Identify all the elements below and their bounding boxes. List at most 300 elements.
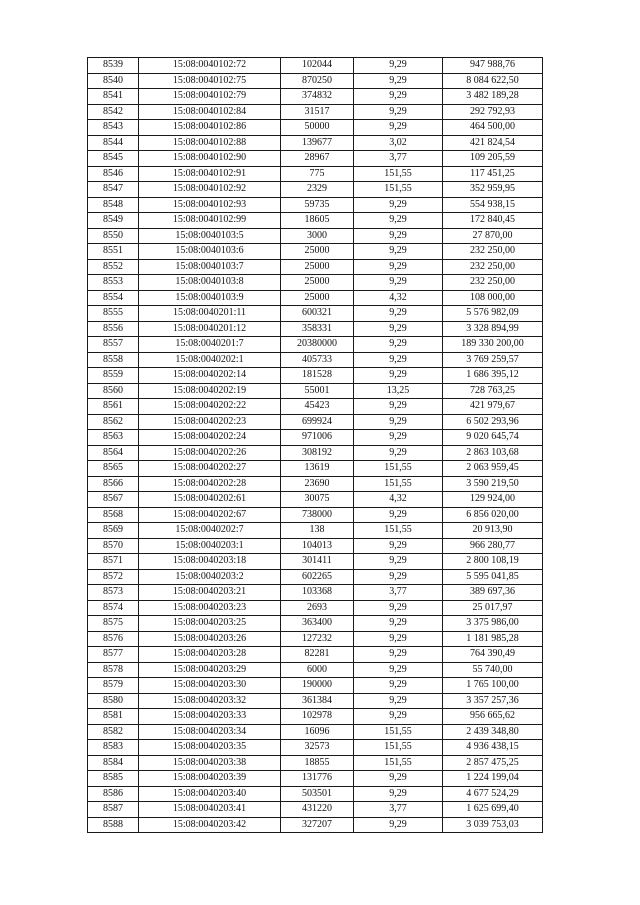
row-number-cell: 8547	[88, 182, 139, 198]
cadastral-number-cell: 15:08:0040103:7	[139, 259, 281, 275]
area-cell: 2329	[281, 182, 354, 198]
rate-cell: 151,55	[354, 724, 443, 740]
table-row	[88, 569, 543, 585]
cadastral-number-cell: 15:08:0040102:90	[139, 151, 281, 167]
cadastral-number-cell: 15:08:0040202:61	[139, 492, 281, 508]
cadastral-number-cell: 15:08:0040203:18	[139, 554, 281, 570]
cadastral-value-cell: 9 020 645,74	[443, 430, 543, 446]
table-row	[88, 275, 543, 291]
area-cell: 971006	[281, 430, 354, 446]
table-row	[88, 445, 543, 461]
row-number-cell: 8572	[88, 569, 139, 585]
cadastral-number-cell: 15:08:0040202:22	[139, 399, 281, 415]
cadastral-value-cell: 464 500,00	[443, 120, 543, 136]
table-row	[88, 817, 543, 833]
row-number-cell: 8549	[88, 213, 139, 229]
table-row	[88, 151, 543, 167]
cadastral-value-cell: 3 482 189,28	[443, 89, 543, 105]
area-cell: 13619	[281, 461, 354, 477]
row-number-cell: 8563	[88, 430, 139, 446]
cadastral-value-cell: 1 224 199,04	[443, 771, 543, 787]
rate-cell: 4,32	[354, 492, 443, 508]
cadastral-value-cell: 2 800 108,19	[443, 554, 543, 570]
cadastral-number-cell: 15:08:0040203:34	[139, 724, 281, 740]
cadastral-value-cell: 3 328 894,99	[443, 321, 543, 337]
row-number-cell: 8578	[88, 662, 139, 678]
rate-cell: 9,29	[354, 89, 443, 105]
area-cell: 131776	[281, 771, 354, 787]
cadastral-number-cell: 15:08:0040202:27	[139, 461, 281, 477]
cadastral-value-cell: 1 625 699,40	[443, 802, 543, 818]
table-row	[88, 197, 543, 213]
cadastral-value-cell: 2 857 475,25	[443, 755, 543, 771]
cadastral-number-cell: 15:08:0040203:38	[139, 755, 281, 771]
table-row	[88, 430, 543, 446]
rate-cell: 9,29	[354, 58, 443, 74]
cadastral-number-cell: 15:08:0040202:28	[139, 476, 281, 492]
cadastral-value-cell: 4 936 438,15	[443, 740, 543, 756]
cadastral-number-cell: 15:08:0040102:75	[139, 73, 281, 89]
rate-cell: 9,29	[354, 197, 443, 213]
cadastral-number-cell: 15:08:0040202:7	[139, 523, 281, 539]
row-number-cell: 8579	[88, 678, 139, 694]
area-cell: 59735	[281, 197, 354, 213]
cadastral-number-cell: 15:08:0040202:1	[139, 352, 281, 368]
table-row	[88, 259, 543, 275]
cadastral-number-cell: 15:08:0040203:33	[139, 709, 281, 725]
row-number-cell: 8550	[88, 228, 139, 244]
cadastral-number-cell: 15:08:0040202:23	[139, 414, 281, 430]
area-cell: 139677	[281, 135, 354, 151]
rate-cell: 3,77	[354, 151, 443, 167]
table-row	[88, 709, 543, 725]
cadastral-value-cell: 421 824,54	[443, 135, 543, 151]
cadastral-value-cell: 8 084 622,50	[443, 73, 543, 89]
area-cell: 2693	[281, 600, 354, 616]
area-cell: 104013	[281, 538, 354, 554]
area-cell: 870250	[281, 73, 354, 89]
row-number-cell: 8571	[88, 554, 139, 570]
cadastral-number-cell: 15:08:0040102:79	[139, 89, 281, 105]
row-number-cell: 8552	[88, 259, 139, 275]
cadastral-value-cell: 55 740,00	[443, 662, 543, 678]
area-cell: 82281	[281, 647, 354, 663]
row-number-cell: 8545	[88, 151, 139, 167]
cadastral-value-cell: 728 763,25	[443, 383, 543, 399]
rate-cell: 9,29	[354, 569, 443, 585]
cadastral-number-cell: 15:08:0040203:23	[139, 600, 281, 616]
area-cell: 503501	[281, 786, 354, 802]
row-number-cell: 8588	[88, 817, 139, 833]
cadastral-value-cell: 3 769 259,57	[443, 352, 543, 368]
cadastral-value-cell: 6 502 293,96	[443, 414, 543, 430]
table-row	[88, 352, 543, 368]
area-cell: 775	[281, 166, 354, 182]
rate-cell: 4,32	[354, 290, 443, 306]
rate-cell: 9,29	[354, 600, 443, 616]
rate-cell: 9,29	[354, 616, 443, 632]
rate-cell: 151,55	[354, 166, 443, 182]
area-cell: 23690	[281, 476, 354, 492]
area-cell: 301411	[281, 554, 354, 570]
row-number-cell: 8543	[88, 120, 139, 136]
area-cell: 20380000	[281, 337, 354, 353]
area-cell: 28967	[281, 151, 354, 167]
cadastral-number-cell: 15:08:0040102:72	[139, 58, 281, 74]
cadastral-value-cell: 1 765 100,00	[443, 678, 543, 694]
cadastral-number-cell: 15:08:0040203:42	[139, 817, 281, 833]
area-cell: 18855	[281, 755, 354, 771]
cadastral-value-cell: 25 017,97	[443, 600, 543, 616]
cadastral-number-cell: 15:08:0040203:29	[139, 662, 281, 678]
area-cell: 30075	[281, 492, 354, 508]
area-cell: 3000	[281, 228, 354, 244]
row-number-cell: 8558	[88, 352, 139, 368]
row-number-cell: 8544	[88, 135, 139, 151]
rate-cell: 9,29	[354, 399, 443, 415]
cadastral-value-cell: 1 181 985,28	[443, 631, 543, 647]
cadastral-number-cell: 15:08:0040202:14	[139, 368, 281, 384]
area-cell: 45423	[281, 399, 354, 415]
area-cell: 18605	[281, 213, 354, 229]
table-row	[88, 631, 543, 647]
table-row	[88, 585, 543, 601]
cadastral-value-cell: 2 863 103,68	[443, 445, 543, 461]
table-body	[88, 58, 543, 833]
table-row	[88, 368, 543, 384]
table-row	[88, 600, 543, 616]
cadastral-number-cell: 15:08:0040202:67	[139, 507, 281, 523]
rate-cell: 9,29	[354, 228, 443, 244]
rate-cell: 9,29	[354, 647, 443, 663]
table-row	[88, 523, 543, 539]
rate-cell: 9,29	[354, 259, 443, 275]
cadastral-number-cell: 15:08:0040203:28	[139, 647, 281, 663]
rate-cell: 9,29	[354, 430, 443, 446]
area-cell: 138	[281, 523, 354, 539]
cadastral-number-cell: 15:08:0040201:7	[139, 337, 281, 353]
table-row	[88, 647, 543, 663]
cadastral-number-cell: 15:08:0040203:1	[139, 538, 281, 554]
area-cell: 50000	[281, 120, 354, 136]
area-cell: 31517	[281, 104, 354, 120]
cadastral-value-cell: 232 250,00	[443, 275, 543, 291]
table-row	[88, 786, 543, 802]
cadastral-number-cell: 15:08:0040203:21	[139, 585, 281, 601]
area-cell: 431220	[281, 802, 354, 818]
table-row	[88, 492, 543, 508]
rate-cell: 9,29	[354, 73, 443, 89]
area-cell: 102978	[281, 709, 354, 725]
row-number-cell: 8568	[88, 507, 139, 523]
row-number-cell: 8555	[88, 306, 139, 322]
cadastral-number-cell: 15:08:0040202:26	[139, 445, 281, 461]
area-cell: 102044	[281, 58, 354, 74]
row-number-cell: 8566	[88, 476, 139, 492]
rate-cell: 9,29	[354, 507, 443, 523]
rate-cell: 9,29	[354, 244, 443, 260]
cadastral-number-cell: 15:08:0040103:6	[139, 244, 281, 260]
area-cell: 699924	[281, 414, 354, 430]
cadastral-value-cell: 764 390,49	[443, 647, 543, 663]
cadastral-number-cell: 15:08:0040202:24	[139, 430, 281, 446]
rate-cell: 9,29	[354, 213, 443, 229]
rate-cell: 9,29	[354, 538, 443, 554]
table-row	[88, 724, 543, 740]
row-number-cell: 8562	[88, 414, 139, 430]
row-number-cell: 8586	[88, 786, 139, 802]
table-row	[88, 290, 543, 306]
cadastral-number-cell: 15:08:0040203:30	[139, 678, 281, 694]
table-row	[88, 755, 543, 771]
table-row	[88, 321, 543, 337]
table-row	[88, 182, 543, 198]
rate-cell: 9,29	[354, 445, 443, 461]
area-cell: 374832	[281, 89, 354, 105]
cadastral-number-cell: 15:08:0040203:40	[139, 786, 281, 802]
rate-cell: 9,29	[354, 368, 443, 384]
row-number-cell: 8573	[88, 585, 139, 601]
table-row	[88, 337, 543, 353]
cadastral-number-cell: 15:08:0040203:32	[139, 693, 281, 709]
rate-cell: 9,29	[354, 662, 443, 678]
cadastral-value-cell: 3 590 219,50	[443, 476, 543, 492]
table-row	[88, 166, 543, 182]
row-number-cell: 8564	[88, 445, 139, 461]
cadastral-number-cell: 15:08:0040103:9	[139, 290, 281, 306]
row-number-cell: 8560	[88, 383, 139, 399]
area-cell: 600321	[281, 306, 354, 322]
cadastral-value-cell: 232 250,00	[443, 259, 543, 275]
table-row	[88, 120, 543, 136]
table-row	[88, 213, 543, 229]
table-row	[88, 616, 543, 632]
rate-cell: 151,55	[354, 182, 443, 198]
row-number-cell: 8557	[88, 337, 139, 353]
table-row	[88, 399, 543, 415]
rate-cell: 9,29	[354, 321, 443, 337]
cadastral-number-cell: 15:08:0040202:19	[139, 383, 281, 399]
row-number-cell: 8559	[88, 368, 139, 384]
rate-cell: 9,29	[354, 337, 443, 353]
cadastral-value-cell: 3 039 753,03	[443, 817, 543, 833]
cadastral-value-cell: 20 913,90	[443, 523, 543, 539]
area-cell: 6000	[281, 662, 354, 678]
table-row	[88, 476, 543, 492]
row-number-cell: 8581	[88, 709, 139, 725]
table-row	[88, 538, 543, 554]
row-number-cell: 8561	[88, 399, 139, 415]
row-number-cell: 8574	[88, 600, 139, 616]
cadastral-value-cell: 5 595 041,85	[443, 569, 543, 585]
area-cell: 25000	[281, 259, 354, 275]
table-row	[88, 104, 543, 120]
rate-cell: 151,55	[354, 523, 443, 539]
row-number-cell: 8587	[88, 802, 139, 818]
row-number-cell: 8575	[88, 616, 139, 632]
table-row	[88, 135, 543, 151]
table-row	[88, 461, 543, 477]
cadastral-value-cell: 292 792,93	[443, 104, 543, 120]
row-number-cell: 8567	[88, 492, 139, 508]
cadastral-number-cell: 15:08:0040201:12	[139, 321, 281, 337]
area-cell: 363400	[281, 616, 354, 632]
row-number-cell: 8554	[88, 290, 139, 306]
cadastral-value-cell: 172 840,45	[443, 213, 543, 229]
rate-cell: 3,77	[354, 585, 443, 601]
cadastral-value-cell: 947 988,76	[443, 58, 543, 74]
rate-cell: 151,55	[354, 461, 443, 477]
rate-cell: 9,29	[354, 771, 443, 787]
table-row	[88, 693, 543, 709]
table-row	[88, 383, 543, 399]
rate-cell: 9,29	[354, 817, 443, 833]
cadastral-number-cell: 15:08:0040203:25	[139, 616, 281, 632]
cadastral-value-cell: 109 205,59	[443, 151, 543, 167]
row-number-cell: 8539	[88, 58, 139, 74]
cadastral-value-cell: 2 439 348,80	[443, 724, 543, 740]
row-number-cell: 8582	[88, 724, 139, 740]
rate-cell: 9,29	[354, 120, 443, 136]
cadastral-number-cell: 15:08:0040203:35	[139, 740, 281, 756]
cadastral-number-cell: 15:08:0040203:2	[139, 569, 281, 585]
area-cell: 25000	[281, 290, 354, 306]
area-cell: 25000	[281, 275, 354, 291]
rate-cell: 151,55	[354, 476, 443, 492]
table-row	[88, 58, 543, 74]
cadastral-value-cell: 966 280,77	[443, 538, 543, 554]
cadastral-number-cell: 15:08:0040203:26	[139, 631, 281, 647]
rate-cell: 13,25	[354, 383, 443, 399]
rate-cell: 151,55	[354, 740, 443, 756]
cadastral-value-cell: 5 576 982,09	[443, 306, 543, 322]
cadastral-number-cell: 15:08:0040102:88	[139, 135, 281, 151]
cadastral-value-cell: 1 686 395,12	[443, 368, 543, 384]
cadastral-value-cell: 108 000,00	[443, 290, 543, 306]
row-number-cell: 8540	[88, 73, 139, 89]
cadastral-value-cell: 3 357 257,36	[443, 693, 543, 709]
area-cell: 103368	[281, 585, 354, 601]
cadastral-value-cell: 129 924,00	[443, 492, 543, 508]
rate-cell: 9,29	[354, 352, 443, 368]
rate-cell: 9,29	[354, 709, 443, 725]
table-row	[88, 740, 543, 756]
cadastral-value-cell: 189 330 200,00	[443, 337, 543, 353]
row-number-cell: 8553	[88, 275, 139, 291]
row-number-cell: 8546	[88, 166, 139, 182]
cadastral-number-cell: 15:08:0040103:5	[139, 228, 281, 244]
row-number-cell: 8542	[88, 104, 139, 120]
cadastral-value-cell: 232 250,00	[443, 244, 543, 260]
row-number-cell: 8580	[88, 693, 139, 709]
area-cell: 32573	[281, 740, 354, 756]
table-row	[88, 306, 543, 322]
row-number-cell: 8583	[88, 740, 139, 756]
table-row	[88, 662, 543, 678]
area-cell: 181528	[281, 368, 354, 384]
row-number-cell: 8556	[88, 321, 139, 337]
area-cell: 738000	[281, 507, 354, 523]
cadastral-value-cell: 3 375 986,00	[443, 616, 543, 632]
rate-cell: 9,29	[354, 693, 443, 709]
row-number-cell: 8576	[88, 631, 139, 647]
row-number-cell: 8577	[88, 647, 139, 663]
cadastral-value-table	[87, 57, 543, 833]
rate-cell: 151,55	[354, 755, 443, 771]
table-row	[88, 228, 543, 244]
table-row	[88, 554, 543, 570]
row-number-cell: 8541	[88, 89, 139, 105]
row-number-cell: 8570	[88, 538, 139, 554]
table-row	[88, 73, 543, 89]
cadastral-value-cell: 389 697,36	[443, 585, 543, 601]
area-cell: 127232	[281, 631, 354, 647]
area-cell: 190000	[281, 678, 354, 694]
rate-cell: 9,29	[354, 786, 443, 802]
area-cell: 405733	[281, 352, 354, 368]
row-number-cell: 8565	[88, 461, 139, 477]
cadastral-value-cell: 554 938,15	[443, 197, 543, 213]
row-number-cell: 8551	[88, 244, 139, 260]
cadastral-number-cell: 15:08:0040102:84	[139, 104, 281, 120]
table-row	[88, 244, 543, 260]
rate-cell: 3,77	[354, 802, 443, 818]
area-cell: 25000	[281, 244, 354, 260]
area-cell: 358331	[281, 321, 354, 337]
cadastral-value-cell: 6 856 020,00	[443, 507, 543, 523]
rate-cell: 9,29	[354, 104, 443, 120]
area-cell: 55001	[281, 383, 354, 399]
cadastral-number-cell: 15:08:0040102:91	[139, 166, 281, 182]
rate-cell: 9,29	[354, 631, 443, 647]
row-number-cell: 8584	[88, 755, 139, 771]
cadastral-value-cell: 117 451,25	[443, 166, 543, 182]
table-row	[88, 678, 543, 694]
rate-cell: 9,29	[354, 275, 443, 291]
rate-cell: 9,29	[354, 306, 443, 322]
cadastral-value-cell: 4 677 524,29	[443, 786, 543, 802]
row-number-cell: 8585	[88, 771, 139, 787]
area-cell: 308192	[281, 445, 354, 461]
row-number-cell: 8548	[88, 197, 139, 213]
cadastral-value-cell: 956 665,62	[443, 709, 543, 725]
rate-cell: 9,29	[354, 414, 443, 430]
cadastral-number-cell: 15:08:0040102:92	[139, 182, 281, 198]
cadastral-value-cell: 421 979,67	[443, 399, 543, 415]
cadastral-number-cell: 15:08:0040102:93	[139, 197, 281, 213]
cadastral-number-cell: 15:08:0040203:39	[139, 771, 281, 787]
table-row	[88, 802, 543, 818]
cadastral-value-cell: 2 063 959,45	[443, 461, 543, 477]
cadastral-value-cell: 352 959,95	[443, 182, 543, 198]
area-cell: 361384	[281, 693, 354, 709]
table-row	[88, 771, 543, 787]
area-cell: 602265	[281, 569, 354, 585]
cadastral-number-cell: 15:08:0040203:41	[139, 802, 281, 818]
rate-cell: 3,02	[354, 135, 443, 151]
cadastral-number-cell: 15:08:0040102:86	[139, 120, 281, 136]
rate-cell: 9,29	[354, 678, 443, 694]
table-row	[88, 89, 543, 105]
cadastral-number-cell: 15:08:0040103:8	[139, 275, 281, 291]
cadastral-number-cell: 15:08:0040201:11	[139, 306, 281, 322]
cadastral-number-cell: 15:08:0040102:99	[139, 213, 281, 229]
cadastral-value-cell: 27 870,00	[443, 228, 543, 244]
table-row	[88, 507, 543, 523]
rate-cell: 9,29	[354, 554, 443, 570]
table-row	[88, 414, 543, 430]
area-cell: 16096	[281, 724, 354, 740]
